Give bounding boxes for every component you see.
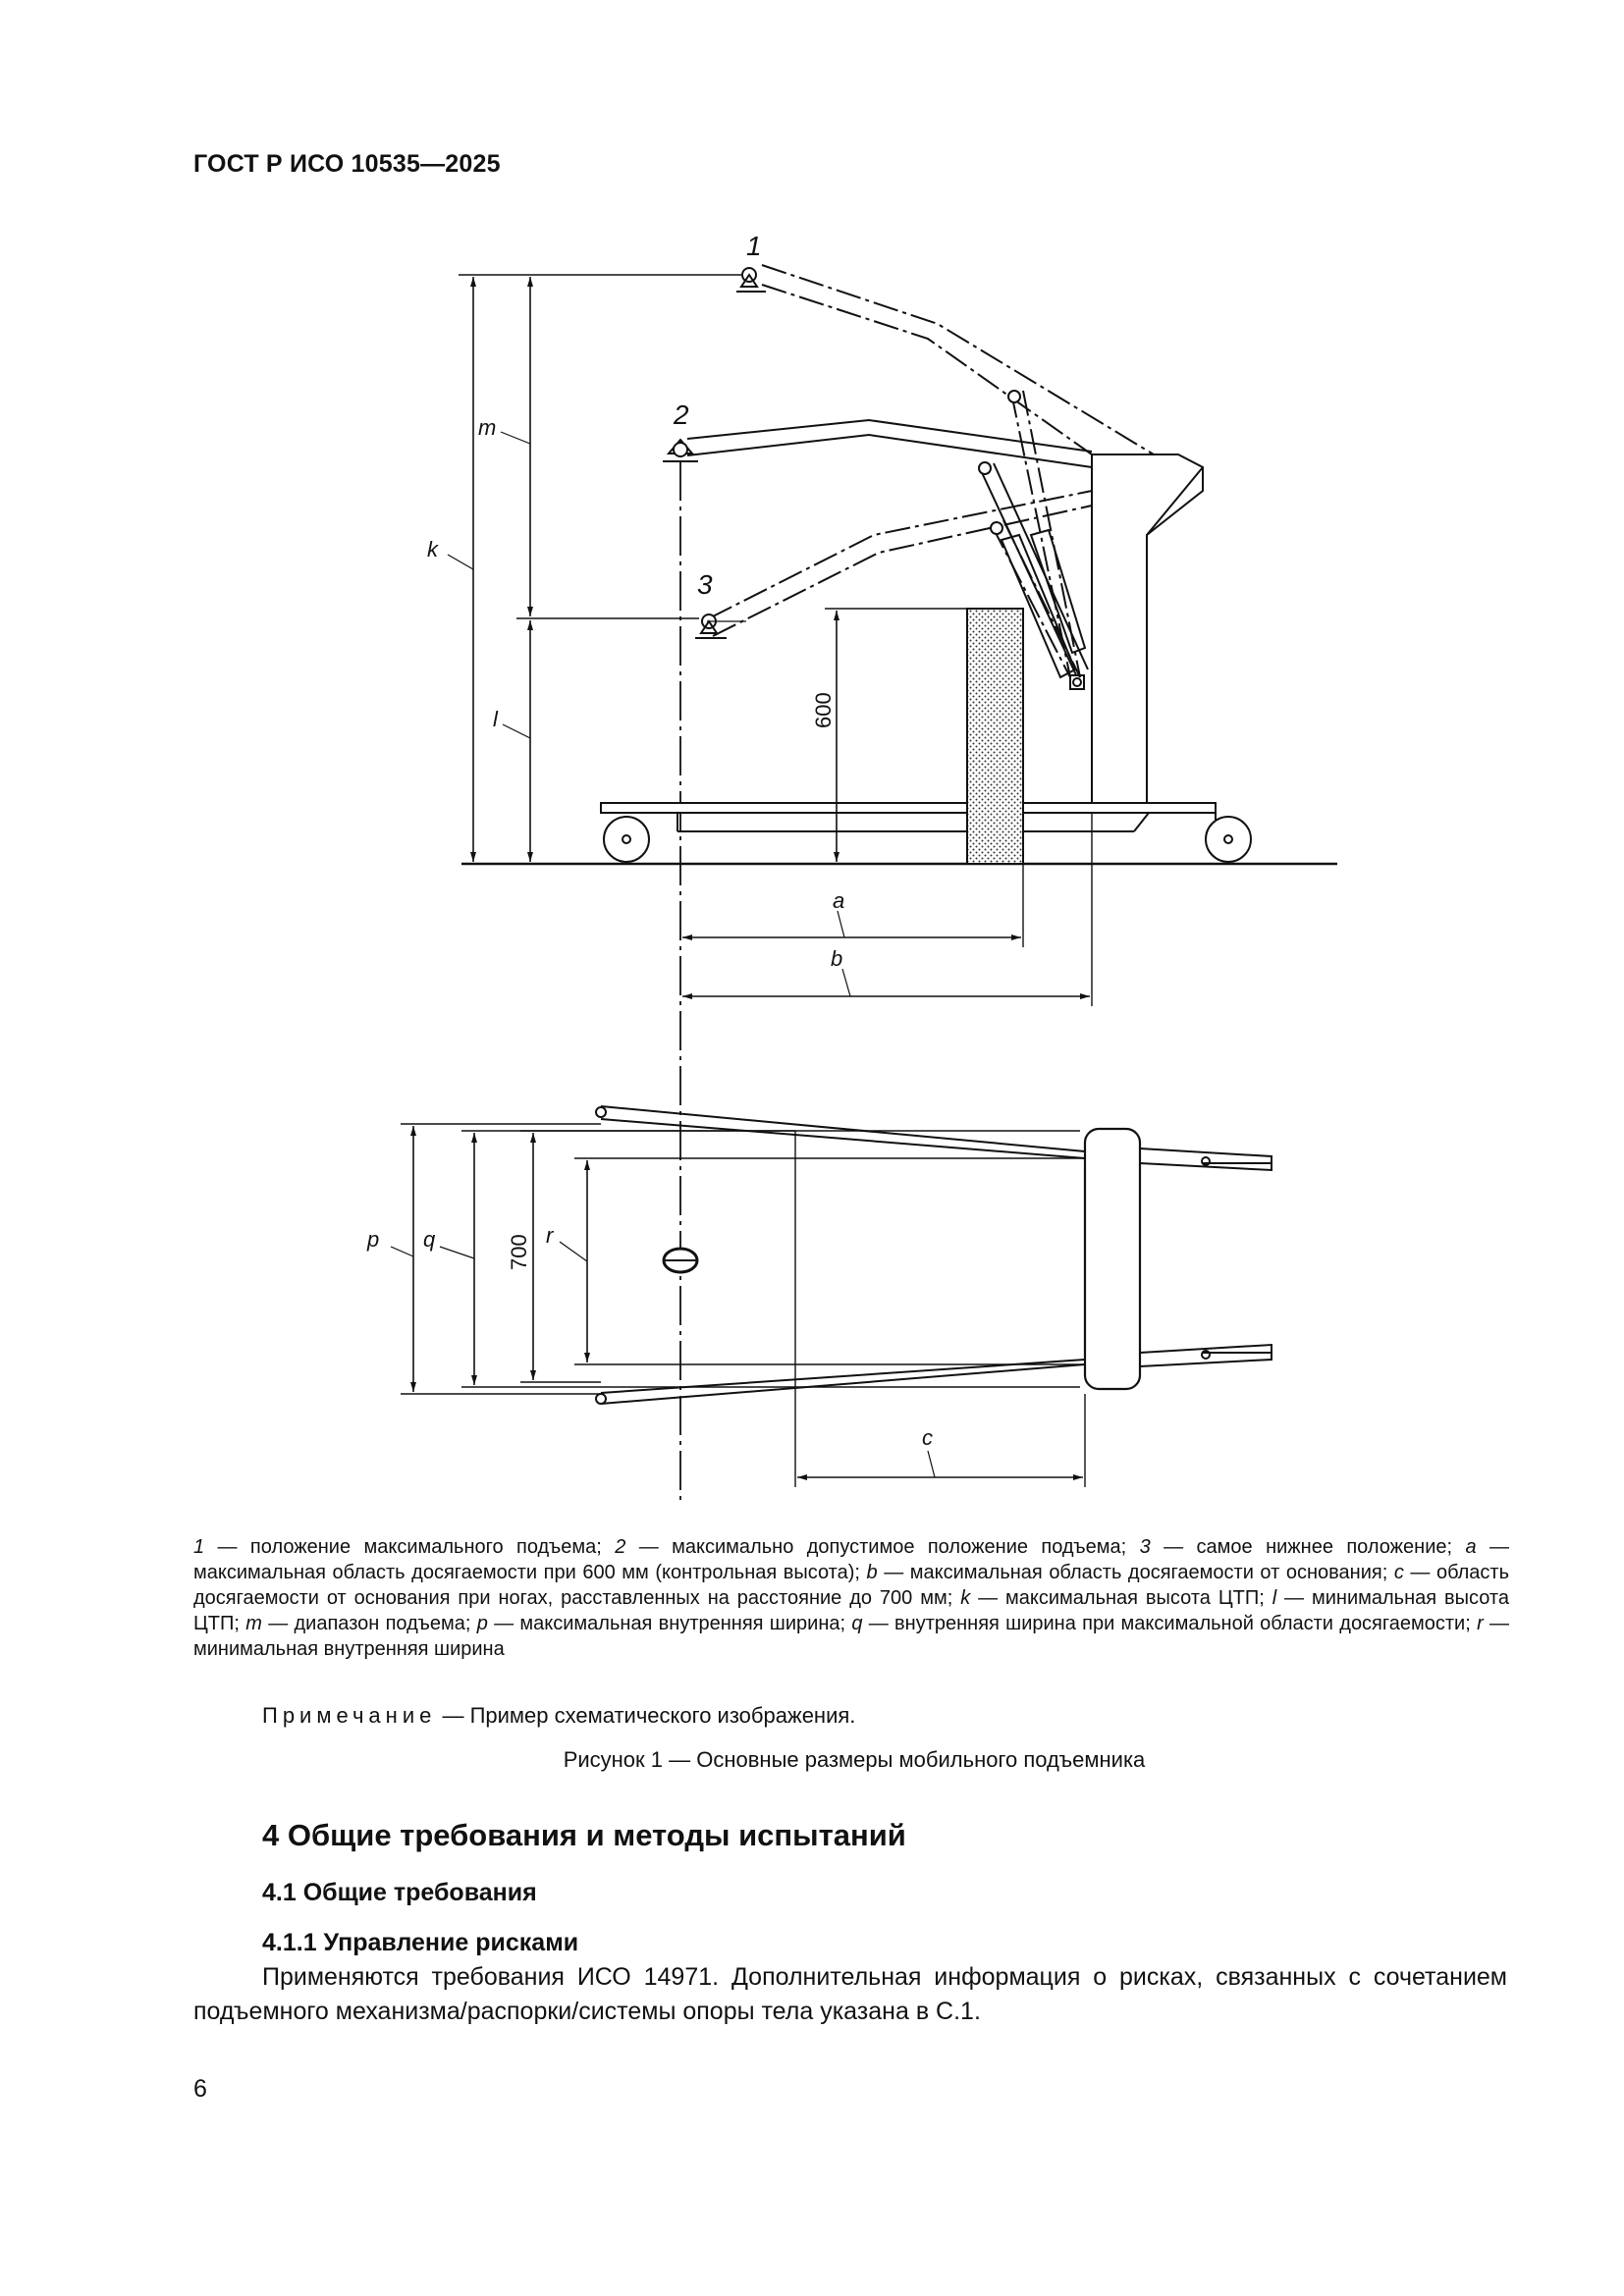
section-4-1-1-paragraph: Применяются требования ИСО 14971. Дополнительная информация о рисках, связанных с сочетанием подъемного механизма/распорки/системы опоры тела указана в С.1. xyxy=(193,1963,1507,2025)
label-600: 600 xyxy=(811,692,836,728)
boom-position-1 xyxy=(762,265,1154,677)
label-b: b xyxy=(831,946,843,971)
label-r: r xyxy=(546,1223,554,1248)
label-p: p xyxy=(367,1227,380,1252)
document-header: ГОСТ Р ИСО 10535—2025 xyxy=(193,150,501,178)
label-a: a xyxy=(833,888,845,913)
label-k: k xyxy=(427,537,438,561)
section-4-1-1-heading: 4.1.1 Управление рисками xyxy=(262,1929,579,1956)
reference-block xyxy=(967,609,1023,864)
hook-position-3 xyxy=(695,522,1002,638)
callout-1: 1 xyxy=(746,231,762,261)
hook-position-1 xyxy=(736,268,1020,402)
figure-note: Примечание — Пример схематического изображения. xyxy=(262,1703,856,1728)
figure-legend: 1 — положение максимального подъема; 2 — максимально допустимое положение подъема; 3 — самое нижнее положение; a — максимальная область досягаемости при 600 мм (контрольная высота); b — максимальная область досягаемости от основания; c — область досягаемости от основания при ногах, расставленных на расстояние до 700 мм; k — максимальная высота ЦТП; l — минимальная высота ЦТП; m — диапазон подъема; p — максимальная внутренняя ширина; q — внутренняя ширина при максимальной области досягаемости; r — минимальная внутренняя ширина xyxy=(193,1536,1510,1660)
label-c: c xyxy=(922,1425,933,1450)
callout-2: 2 xyxy=(674,400,689,430)
section-4-heading: 4 Общие требования и методы испытаний xyxy=(262,1818,906,1852)
label-l: l xyxy=(493,707,498,731)
lift-base xyxy=(601,803,1251,862)
label-q: q xyxy=(423,1227,436,1252)
page-number: 6 xyxy=(193,2075,207,2103)
label-m: m xyxy=(478,415,497,440)
figure-caption: Рисунок 1 — Основные размеры мобильного подъемника xyxy=(563,1747,1146,1772)
label-700: 700 xyxy=(507,1234,531,1270)
lift-top-view xyxy=(596,1106,1272,1404)
callout-3: 3 xyxy=(697,569,713,600)
boom-position-3 xyxy=(709,491,1092,677)
mast-top xyxy=(1092,454,1203,535)
section-4-1-heading: 4.1 Общие требования xyxy=(262,1879,537,1906)
